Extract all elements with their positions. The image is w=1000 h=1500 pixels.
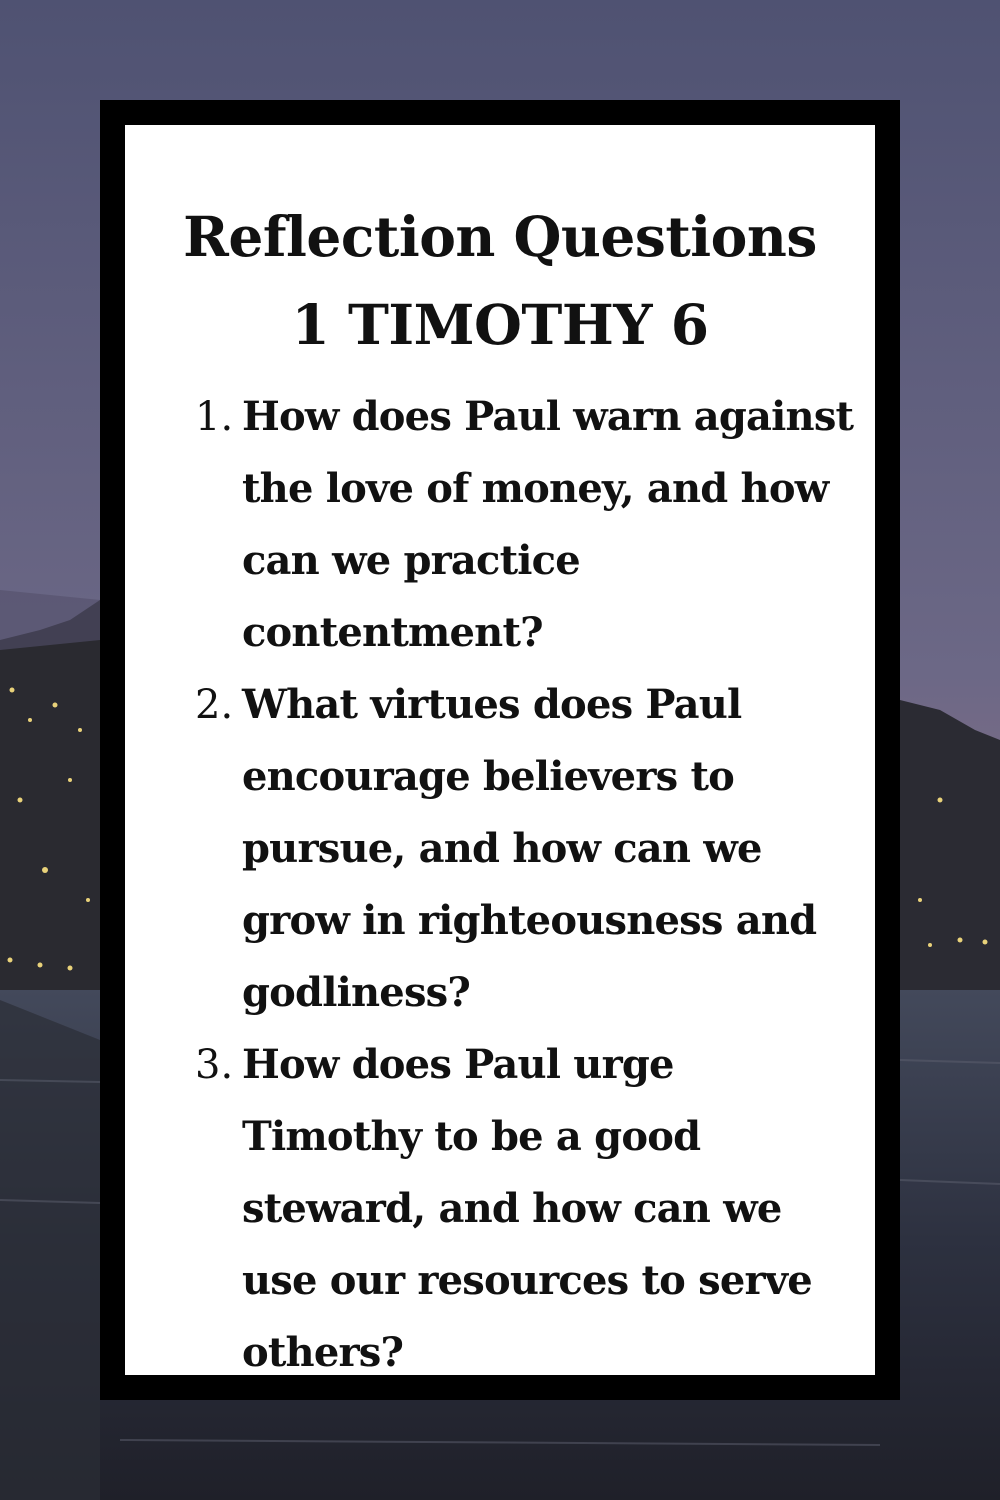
question-number: 3. xyxy=(195,1042,234,1088)
question-number: 1. xyxy=(195,394,234,440)
list-item xyxy=(125,669,875,1029)
question-text: How does Paul warn against the love of money, and how can we practice contentment? xyxy=(242,393,854,656)
question-text: What virtues does Paul encourage believers to pursue, and how can we grow in righteousness and godliness? xyxy=(242,681,817,1016)
question-list xyxy=(125,381,875,1389)
card-title xyxy=(125,193,875,369)
question-card xyxy=(125,125,875,1375)
card-frame xyxy=(100,100,900,1400)
list-item xyxy=(125,381,875,669)
title-heading: Reflection Questions xyxy=(183,204,817,269)
title-book-reference: 1 TIMOTHY 6 xyxy=(291,292,709,357)
question-number: 2. xyxy=(195,682,234,728)
question-text: How does Paul urge Timothy to be a good steward, and how can we use our resources to serve others? xyxy=(242,1041,812,1376)
list-item xyxy=(125,1029,875,1389)
